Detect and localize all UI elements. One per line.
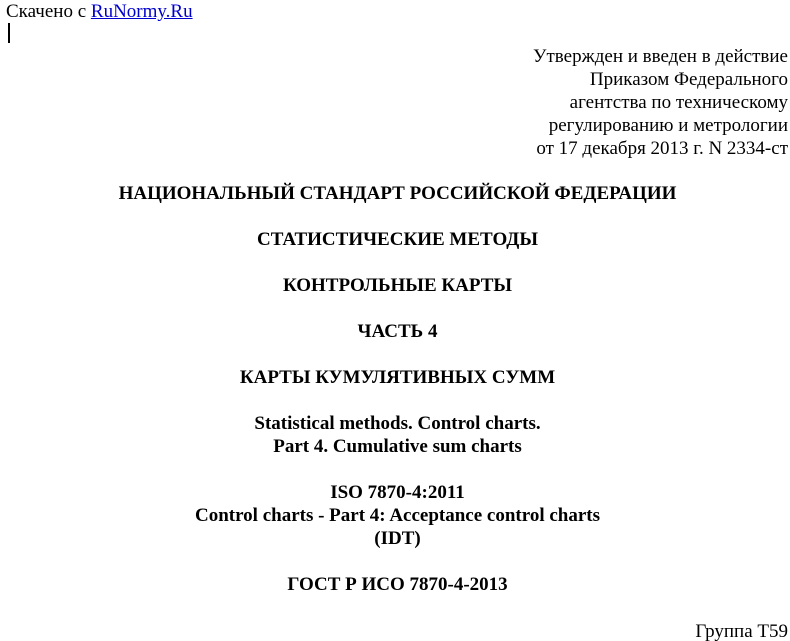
iso-block bbox=[0, 481, 790, 550]
approval-block bbox=[533, 45, 788, 160]
cusum-heading: КАРТЫ КУМУЛЯТИВНЫХ СУММ bbox=[239, 367, 556, 388]
part-heading: ЧАСТЬ 4 bbox=[357, 321, 438, 342]
methods-heading: СТАТИСТИЧЕСКИЕ МЕТОДЫ bbox=[256, 229, 539, 250]
runormy-link[interactable]: RuNormy.Ru bbox=[90, 1, 193, 22]
approval-line-1: Утвержден и введен в действие bbox=[533, 46, 788, 67]
approval-line-2: Приказом Федерального bbox=[589, 69, 788, 90]
iso-title: Control charts - Part 4: Acceptance control charts bbox=[194, 505, 601, 526]
iso-degree: (IDT) bbox=[374, 528, 421, 549]
source-prefix: Скачено с bbox=[6, 1, 91, 22]
approval-line-5: от 17 декабря 2013 г. N 2334-ст bbox=[536, 138, 788, 159]
charts-heading: КОНТРОЛЬНЫЕ КАРТЫ bbox=[282, 275, 513, 296]
text-cursor bbox=[8, 23, 10, 43]
approval-line-3: агентства по техническому bbox=[569, 92, 788, 113]
source-line bbox=[6, 0, 193, 23]
english-title-line-2: Part 4. Cumulative sum charts bbox=[273, 436, 522, 457]
standard-heading: НАЦИОНАЛЬНЫЙ СТАНДАРТ РОССИЙСКОЙ ФЕДЕРАЦИИ bbox=[118, 183, 677, 204]
iso-code: ISO 7870-4:2011 bbox=[330, 482, 465, 503]
english-title bbox=[0, 412, 790, 458]
english-title-line-1: Statistical methods. Control charts. bbox=[254, 413, 541, 434]
classification-group: Группа Т59 bbox=[695, 621, 788, 641]
approval-line-4: регулированию и метрологии bbox=[548, 115, 788, 136]
gost-designation: ГОСТ Р ИСО 7870-4-2013 bbox=[287, 574, 508, 595]
